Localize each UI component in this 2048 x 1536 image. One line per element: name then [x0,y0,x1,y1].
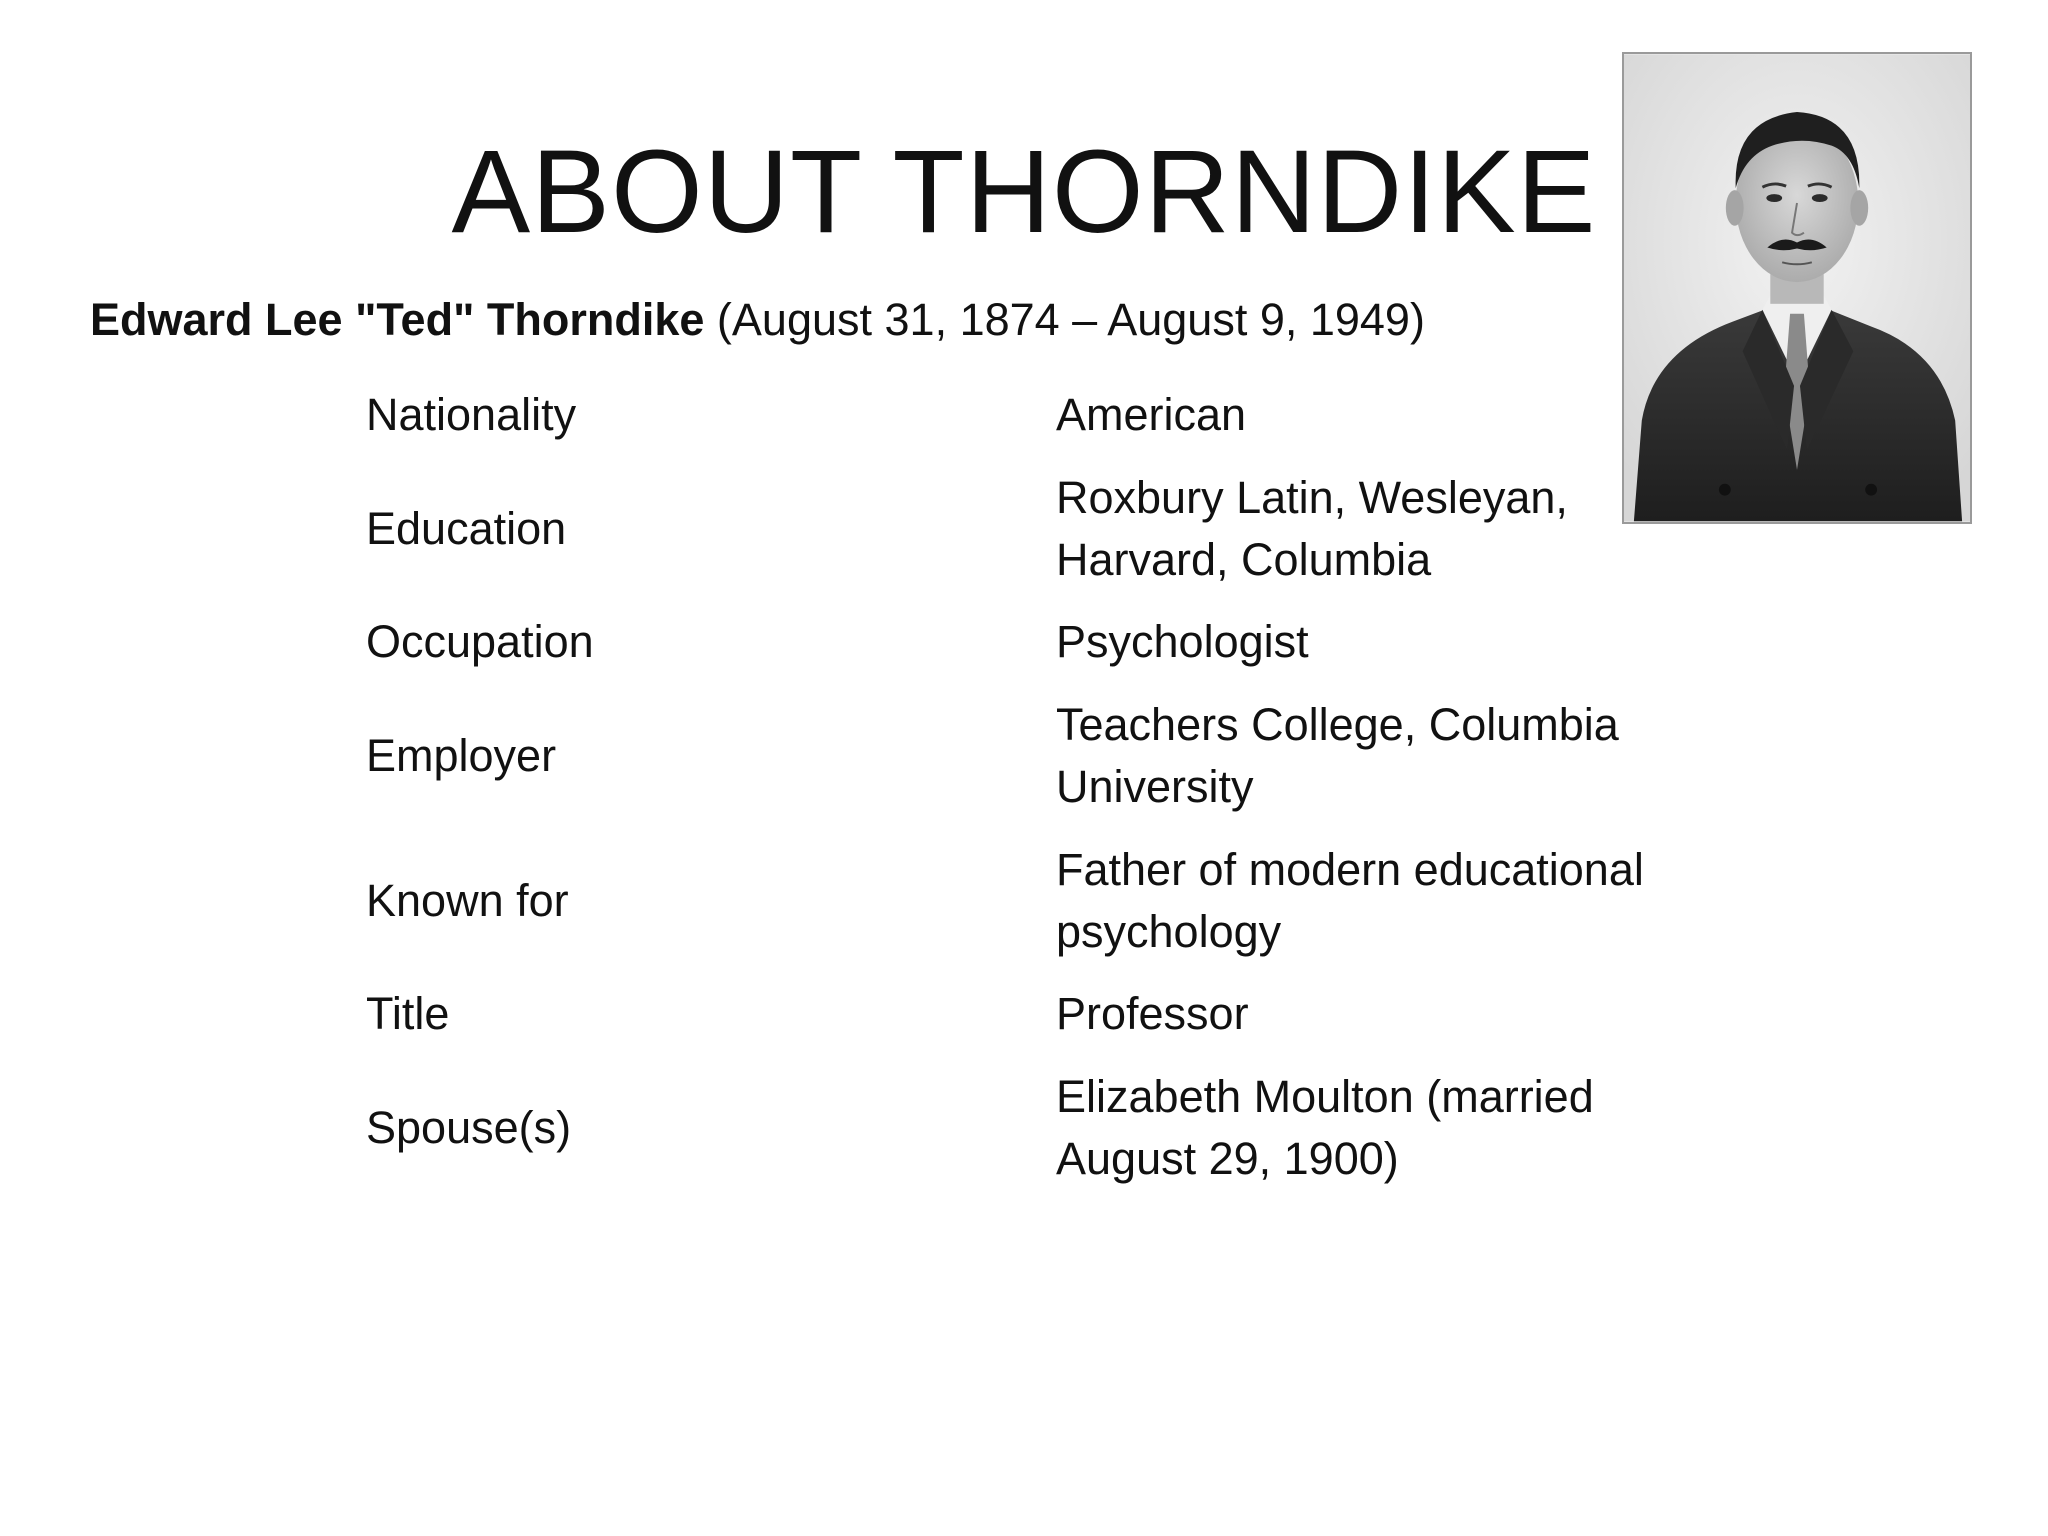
table-row [366,973,1726,1055]
table-row [366,828,1726,973]
row-value: Roxbury Latin, Wesleyan, Harvard, Columbia [1056,471,1568,585]
slide-title: ABOUT THORNDIKE [451,126,1597,258]
table-row [366,456,1726,601]
table-row [366,1055,1726,1200]
row-value: Elizabeth Moulton (married August 29, 1900) [1056,1070,1594,1184]
row-label: Education [366,502,567,554]
row-label: Known for [366,874,569,926]
row-value: Psychologist [1056,616,1309,667]
row-label: Employer [366,729,557,781]
subtitle-name: Edward Lee "Ted" Thorndike [90,294,705,345]
row-value: Professor [1056,988,1249,1039]
row-label: Spouse(s) [366,1101,572,1153]
row-value: Teachers College, Columbia University [1056,698,1619,812]
row-value: American [1056,389,1247,440]
row-label: Title [366,988,450,1039]
row-label: Nationality [366,389,577,440]
table-row [366,683,1726,828]
table-row [366,374,1726,456]
subtitle [90,292,1425,348]
info-table [366,374,1726,1200]
table-row [366,601,1726,683]
row-label: Occupation [366,616,594,667]
row-value: Father of modern educational psychology [1056,843,1644,957]
subtitle-dates: (August 31, 1874 – August 9, 1949) [704,294,1425,345]
